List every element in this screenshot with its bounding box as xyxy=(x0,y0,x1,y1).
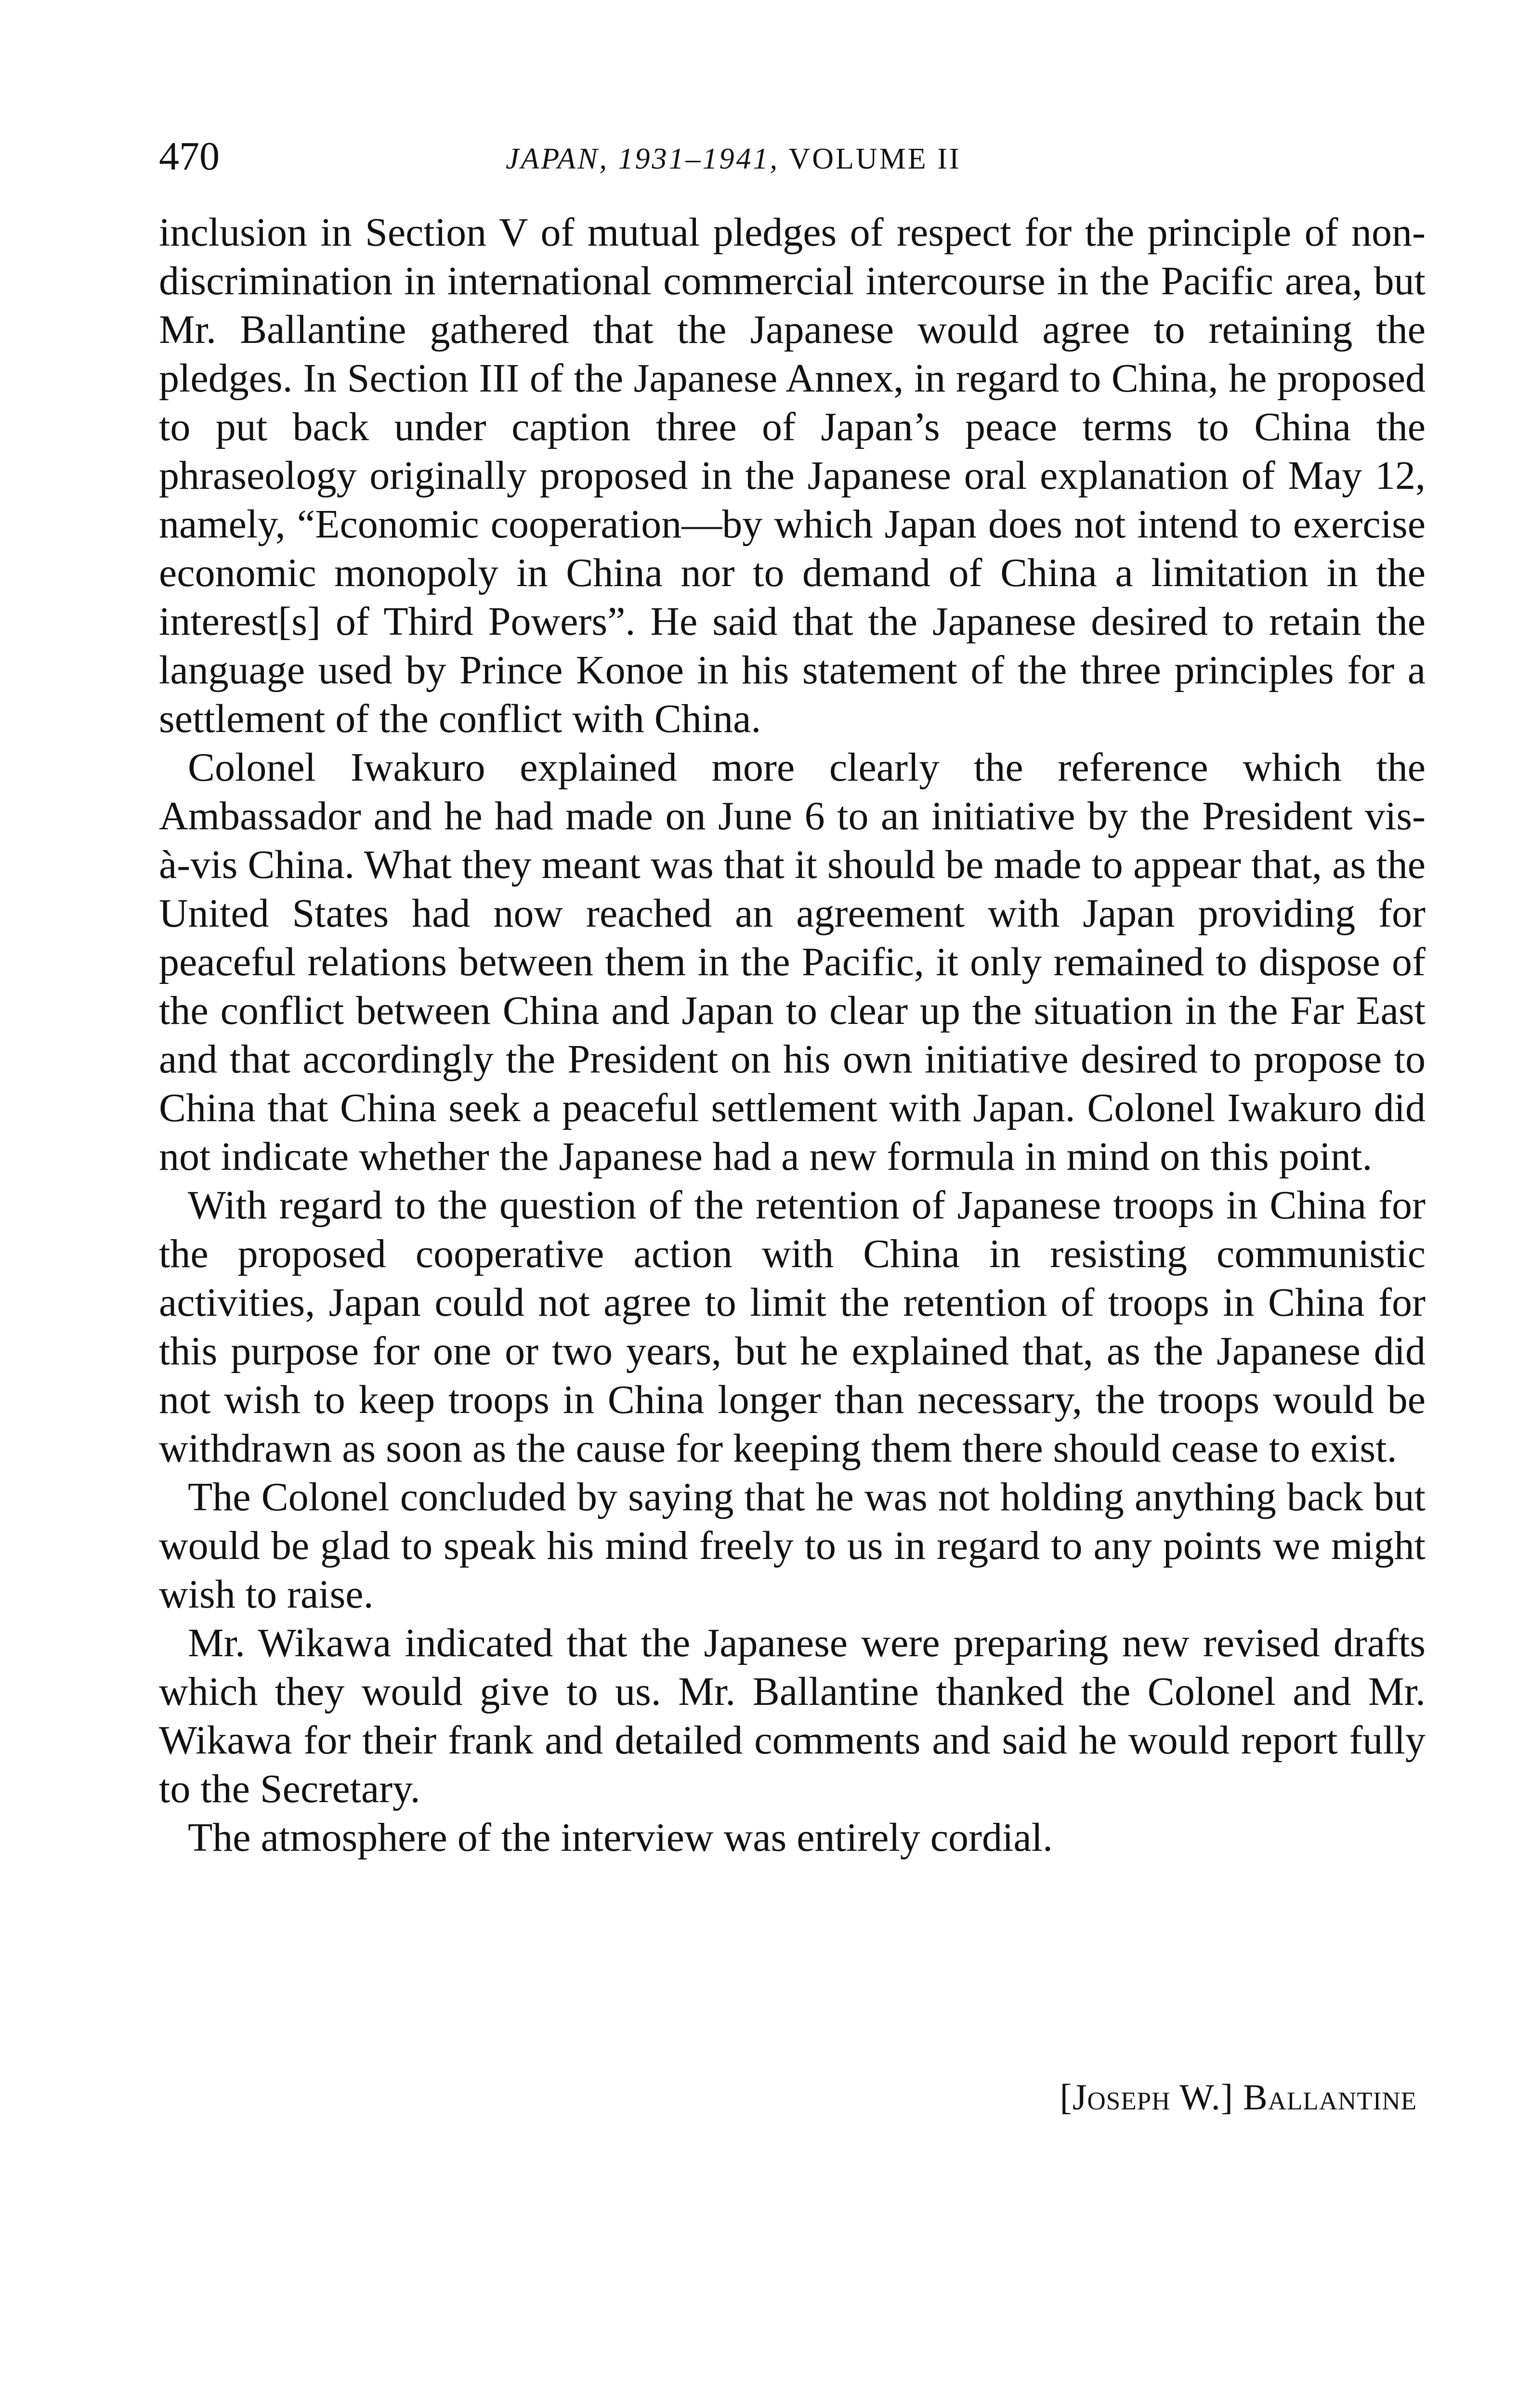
running-title-text: JAPAN, 1931–1941, xyxy=(506,143,789,175)
page-number: 470 xyxy=(159,134,220,179)
paragraph-4: The Colonel concluded by saying that he was not holding anything back but would be glad to speak his mind freely to us in regard to any points we might wish to raise. xyxy=(159,1475,1426,1617)
paragraph-6: The atmosphere of the interview was entirely cordial. xyxy=(188,1815,1053,1860)
paragraph-2: Colonel Iwakuro explained more clearly the reference which the Ambassador and he had made on June 6 to an initiative by the President vis-à-vis China. What they meant was that it should be made to appear that, as the United States had now reached an agreement with Japan providing for peaceful relations between them in the Pacific, it only remained to dispose of the conflict between China and Japan to clear up the situation in the Far East and that accordingly the President on his own initiative desired to propose to China that China seek a peaceful settlement with Japan. Colonel Iwakuro did not indicate whether the Japanese had a new formula in mind on this point. xyxy=(159,745,1426,1179)
running-head xyxy=(159,130,1421,183)
paragraph-3: With regard to the question of the retention of Japanese troops in China for the proposed cooperative action with China in resisting communistic activities, Japan could not agree to limit the retention of troops in China for this purpose for one or two years, but he explained that, as the Japanese did not wish to keep troops in China longer than necessary, the troops would be withdrawn as soon as the cause for keeping them there should cease to exist. xyxy=(159,1183,1426,1471)
body-text xyxy=(159,208,1426,1862)
signature: [Joseph W.] Ballantine xyxy=(1060,2077,1417,2118)
running-title xyxy=(506,135,961,183)
paragraph-1: inclusion in Section V of mutual pledges of respect for the principle of non-discrimination in international commercial intercourse in the Pacific area, but Mr. Ballantine gathered that the Japanese would agree to retaining the pledges. In Section III of the Japanese Annex, in regard to China, he proposed to put back under caption three of Japan’s peace terms to China the phraseology originally proposed in the Japanese oral explanation of May 12, namely, “Economic cooperation—by which Japan does not intend to exercise economic monopoly in China nor to demand of China a limitation in the interest[s] of Third Powers”. He said that the Japanese desired to retain the language used by Prince Konoe in his statement of the three principles for a settlement of the conflict with China. xyxy=(159,210,1426,741)
running-title-volume: VOLUME II xyxy=(788,143,961,175)
paragraph-5: Mr. Wikawa indicated that the Japanese were preparing new revised drafts which they would give to us. Mr. Ballantine thanked the Colonel and Mr. Wikawa for their frank and detailed comments and said he would report fully to the Secretary. xyxy=(159,1621,1426,1811)
